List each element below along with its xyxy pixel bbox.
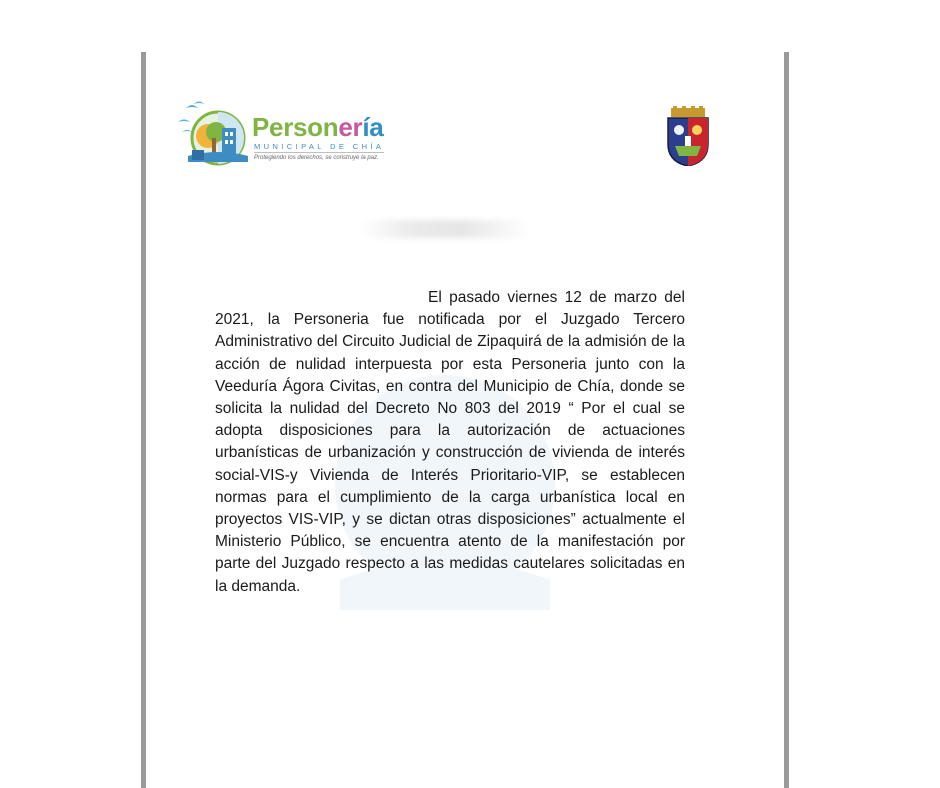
paragraph-text: El pasado viernes 12 de marzo del 2021, la Personeria fue notificada por el Juzgado Tercero Administrativo del Circuito Judicial de Zipaquirá de la admisión de la acción de nulidad interpuesta por esta Personeria junto con la Veeduría Ágora Civitas, en contra del Municipio de Chía, donde se solicita la nulidad del Decreto No 803 del 2019 “ Por el cual se adopta disposiciones para la autorización de actuaciones urbanísticas de urbanización y construcción de vivienda de interés social-VIS-y Vivienda de Interés Prioritario-VIP, se establecen normas para el cumplimiento de la carga urbanística local en proyectos VIS-VIP, y se dictan otras disposiciones” actualmente el Ministerio Público, se encuentra atento de la manifestación por parte del Juzgado respecto a las medidas cautelares solicitadas en la demanda. [215,289,685,595]
page-right-border [784,52,789,788]
logo-subtitle: MUNICIPAL DE CHÍA [254,142,385,151]
page-left-border [141,52,146,788]
personeria-emblem-icon [172,100,250,172]
logo-title: Personería [252,112,384,142]
document-paragraph [215,287,685,598]
coat-of-arms-icon [663,106,713,166]
logo-divider [254,152,384,153]
personeria-logo [172,100,402,172]
logo-slogan: Protegiendo los derechos, se construye la paz. [254,155,379,161]
blurred-heading [360,220,530,238]
